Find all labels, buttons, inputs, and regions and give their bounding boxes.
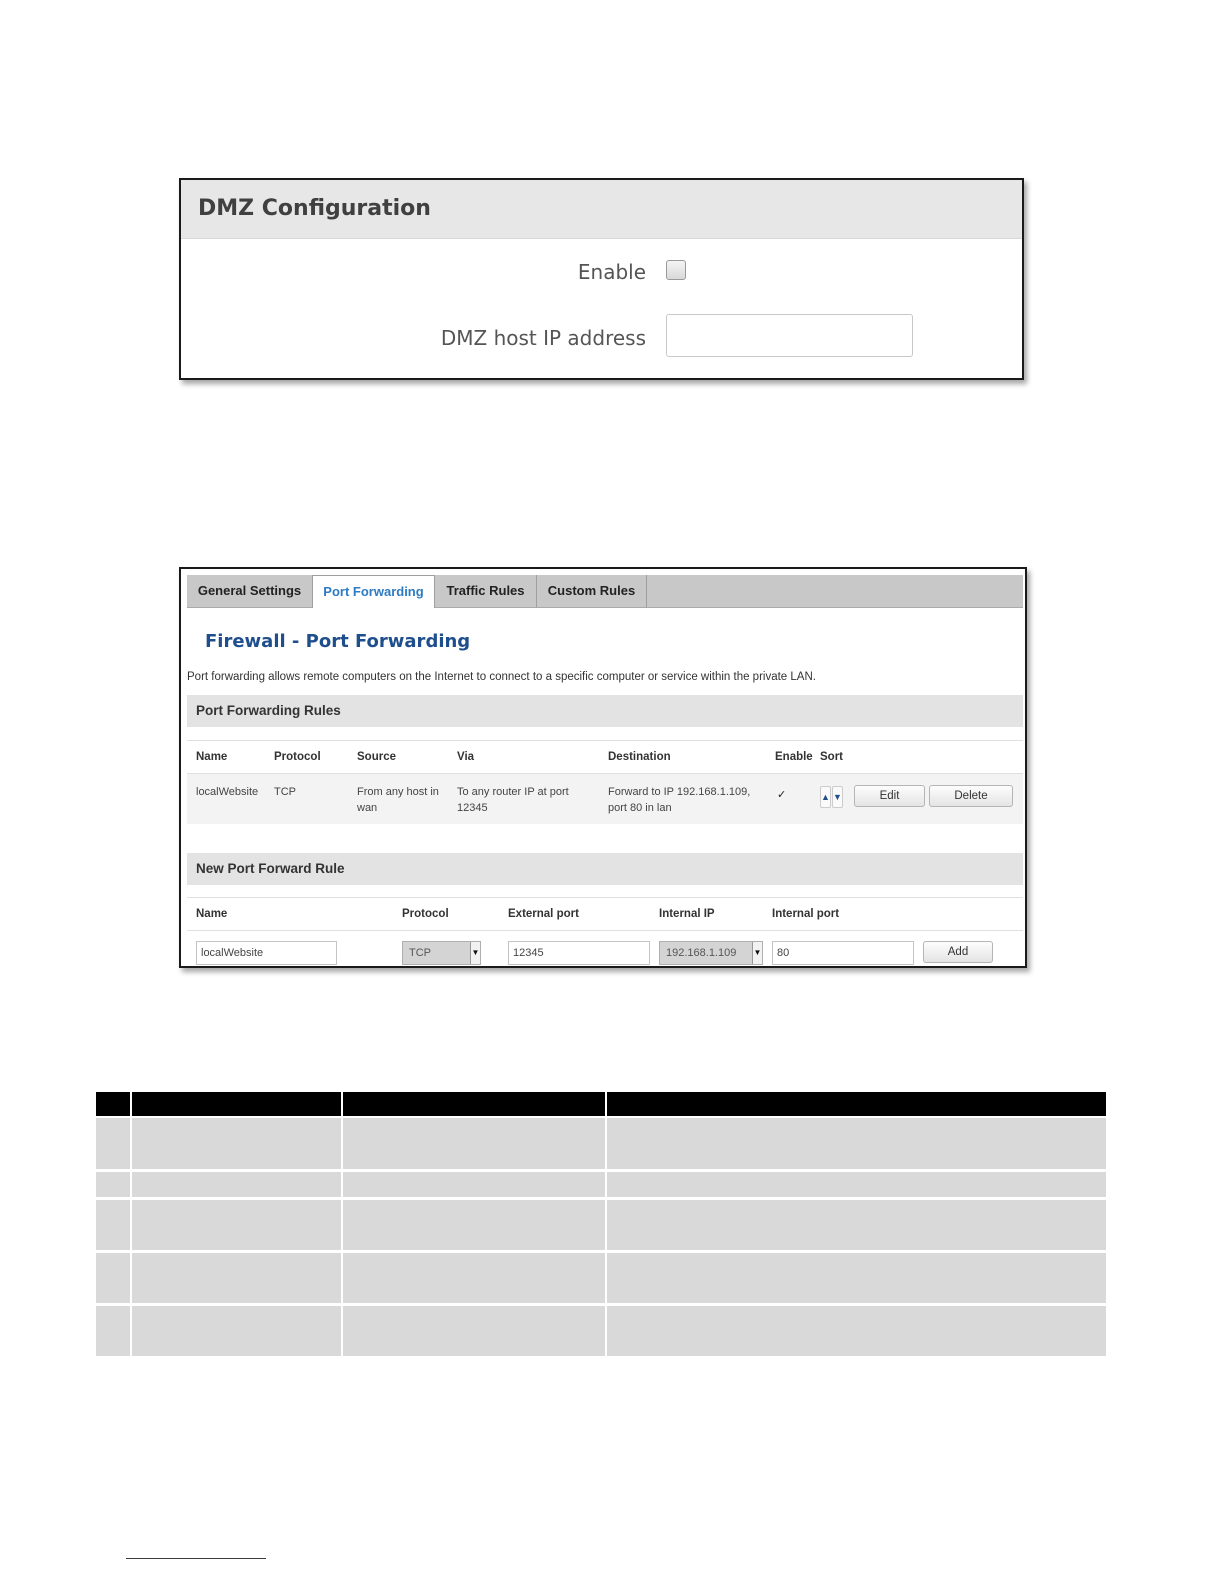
tab-bar [187,575,1023,608]
new-rule-internal-port-input[interactable]: 80 [772,941,914,965]
rule-destination-line2: port 80 in lan [608,802,672,814]
table-cell [343,1118,605,1169]
rules-section-title: Port Forwarding Rules [187,695,1023,727]
new-col-internal-port: Internal port [772,908,840,920]
dmz-panel-title: DMZ Configuration [181,180,1022,239]
rule-name: localWebsite [196,786,259,798]
sort-down-icon[interactable]: ▼ [832,786,843,808]
sort-up-icon[interactable]: ▲ [820,786,831,808]
new-rule-section-title: New Port Forward Rule [187,853,1023,885]
edit-button[interactable]: Edit [854,785,925,807]
rule-enable-checkmark-icon[interactable]: ✓ [777,789,787,801]
table-cell [607,1200,1106,1250]
rule-source [357,784,439,816]
col-sort: Sort [820,751,843,763]
new-col-external-port: External port [508,908,579,920]
table-cell [343,1200,605,1250]
rule-destination [608,784,750,816]
table-cell [607,1253,1106,1303]
new-col-internal-ip: Internal IP [659,908,715,920]
page-title: Firewall - Port Forwarding [205,631,471,652]
rule-source-line1: From any host in [357,786,439,798]
footnote-divider [126,1558,266,1559]
tab-general-settings[interactable]: General Settings [187,575,313,607]
table-cell [343,1306,605,1356]
table-header-cell [343,1092,605,1116]
table-cell [96,1253,130,1303]
tab-port-forwarding[interactable]: Port Forwarding [312,575,435,608]
table-header-cell [607,1092,1106,1116]
table-cell [607,1172,1106,1197]
new-col-name: Name [196,908,228,920]
col-name: Name [196,751,228,763]
dmz-host-ip-label: DMZ host IP address [440,326,646,350]
col-enable: Enable [775,751,813,763]
dmz-enable-checkbox[interactable] [666,260,686,280]
col-source: Source [357,751,396,763]
table-cell [96,1172,130,1197]
page-description: Port forwarding allows remote computers on the Internet to connect to a specific computer or service within the private LAN. [187,671,816,683]
table-header-cell [96,1092,130,1116]
table-cell [343,1253,605,1303]
new-rule-internal-ip-value: 192.168.1.109 [666,947,737,959]
rules-table-header [187,740,1023,774]
dmz-enable-label: Enable [577,260,646,284]
col-protocol: Protocol [274,751,321,763]
table-cell [132,1200,341,1250]
col-destination: Destination [608,751,671,763]
table-cell [132,1118,341,1169]
rule-source-line2: wan [357,802,378,814]
table-cell [132,1306,341,1356]
chevron-down-icon: ▼ [752,942,762,964]
table-cell [96,1200,130,1250]
tab-traffic-rules[interactable]: Traffic Rules [435,575,537,607]
rule-via-line2: 12345 [457,802,488,814]
delete-button[interactable]: Delete [929,785,1013,807]
rule-via [457,784,569,816]
table-cell [132,1253,341,1303]
rule-via-line1: To any router IP at port [457,786,569,798]
new-rule-protocol-value: TCP [409,947,431,959]
table-cell [607,1306,1106,1356]
rule-protocol: TCP [274,786,296,798]
new-col-protocol: Protocol [402,908,449,920]
table-header-cell [132,1092,341,1116]
dmz-configuration-panel [179,178,1024,380]
new-rule-internal-ip-select[interactable] [659,941,763,965]
tab-custom-rules[interactable]: Custom Rules [537,575,647,607]
dmz-host-ip-input[interactable] [666,314,913,357]
new-rule-table-header [187,897,1023,931]
add-button[interactable]: Add [923,941,993,963]
table-cell [96,1306,130,1356]
table-cell [343,1172,605,1197]
new-rule-protocol-select[interactable] [402,941,481,965]
port-forwarding-panel [179,567,1027,968]
table-cell [96,1118,130,1169]
table-row [187,774,1023,824]
new-rule-name-input[interactable]: localWebsite [196,941,337,965]
col-via: Via [457,751,475,763]
new-rule-external-port-input[interactable]: 12345 [508,941,650,965]
table-cell [132,1172,341,1197]
table-cell [607,1118,1106,1169]
rule-destination-line1: Forward to IP 192.168.1.109, [608,786,751,798]
chevron-down-icon: ▼ [470,942,480,964]
